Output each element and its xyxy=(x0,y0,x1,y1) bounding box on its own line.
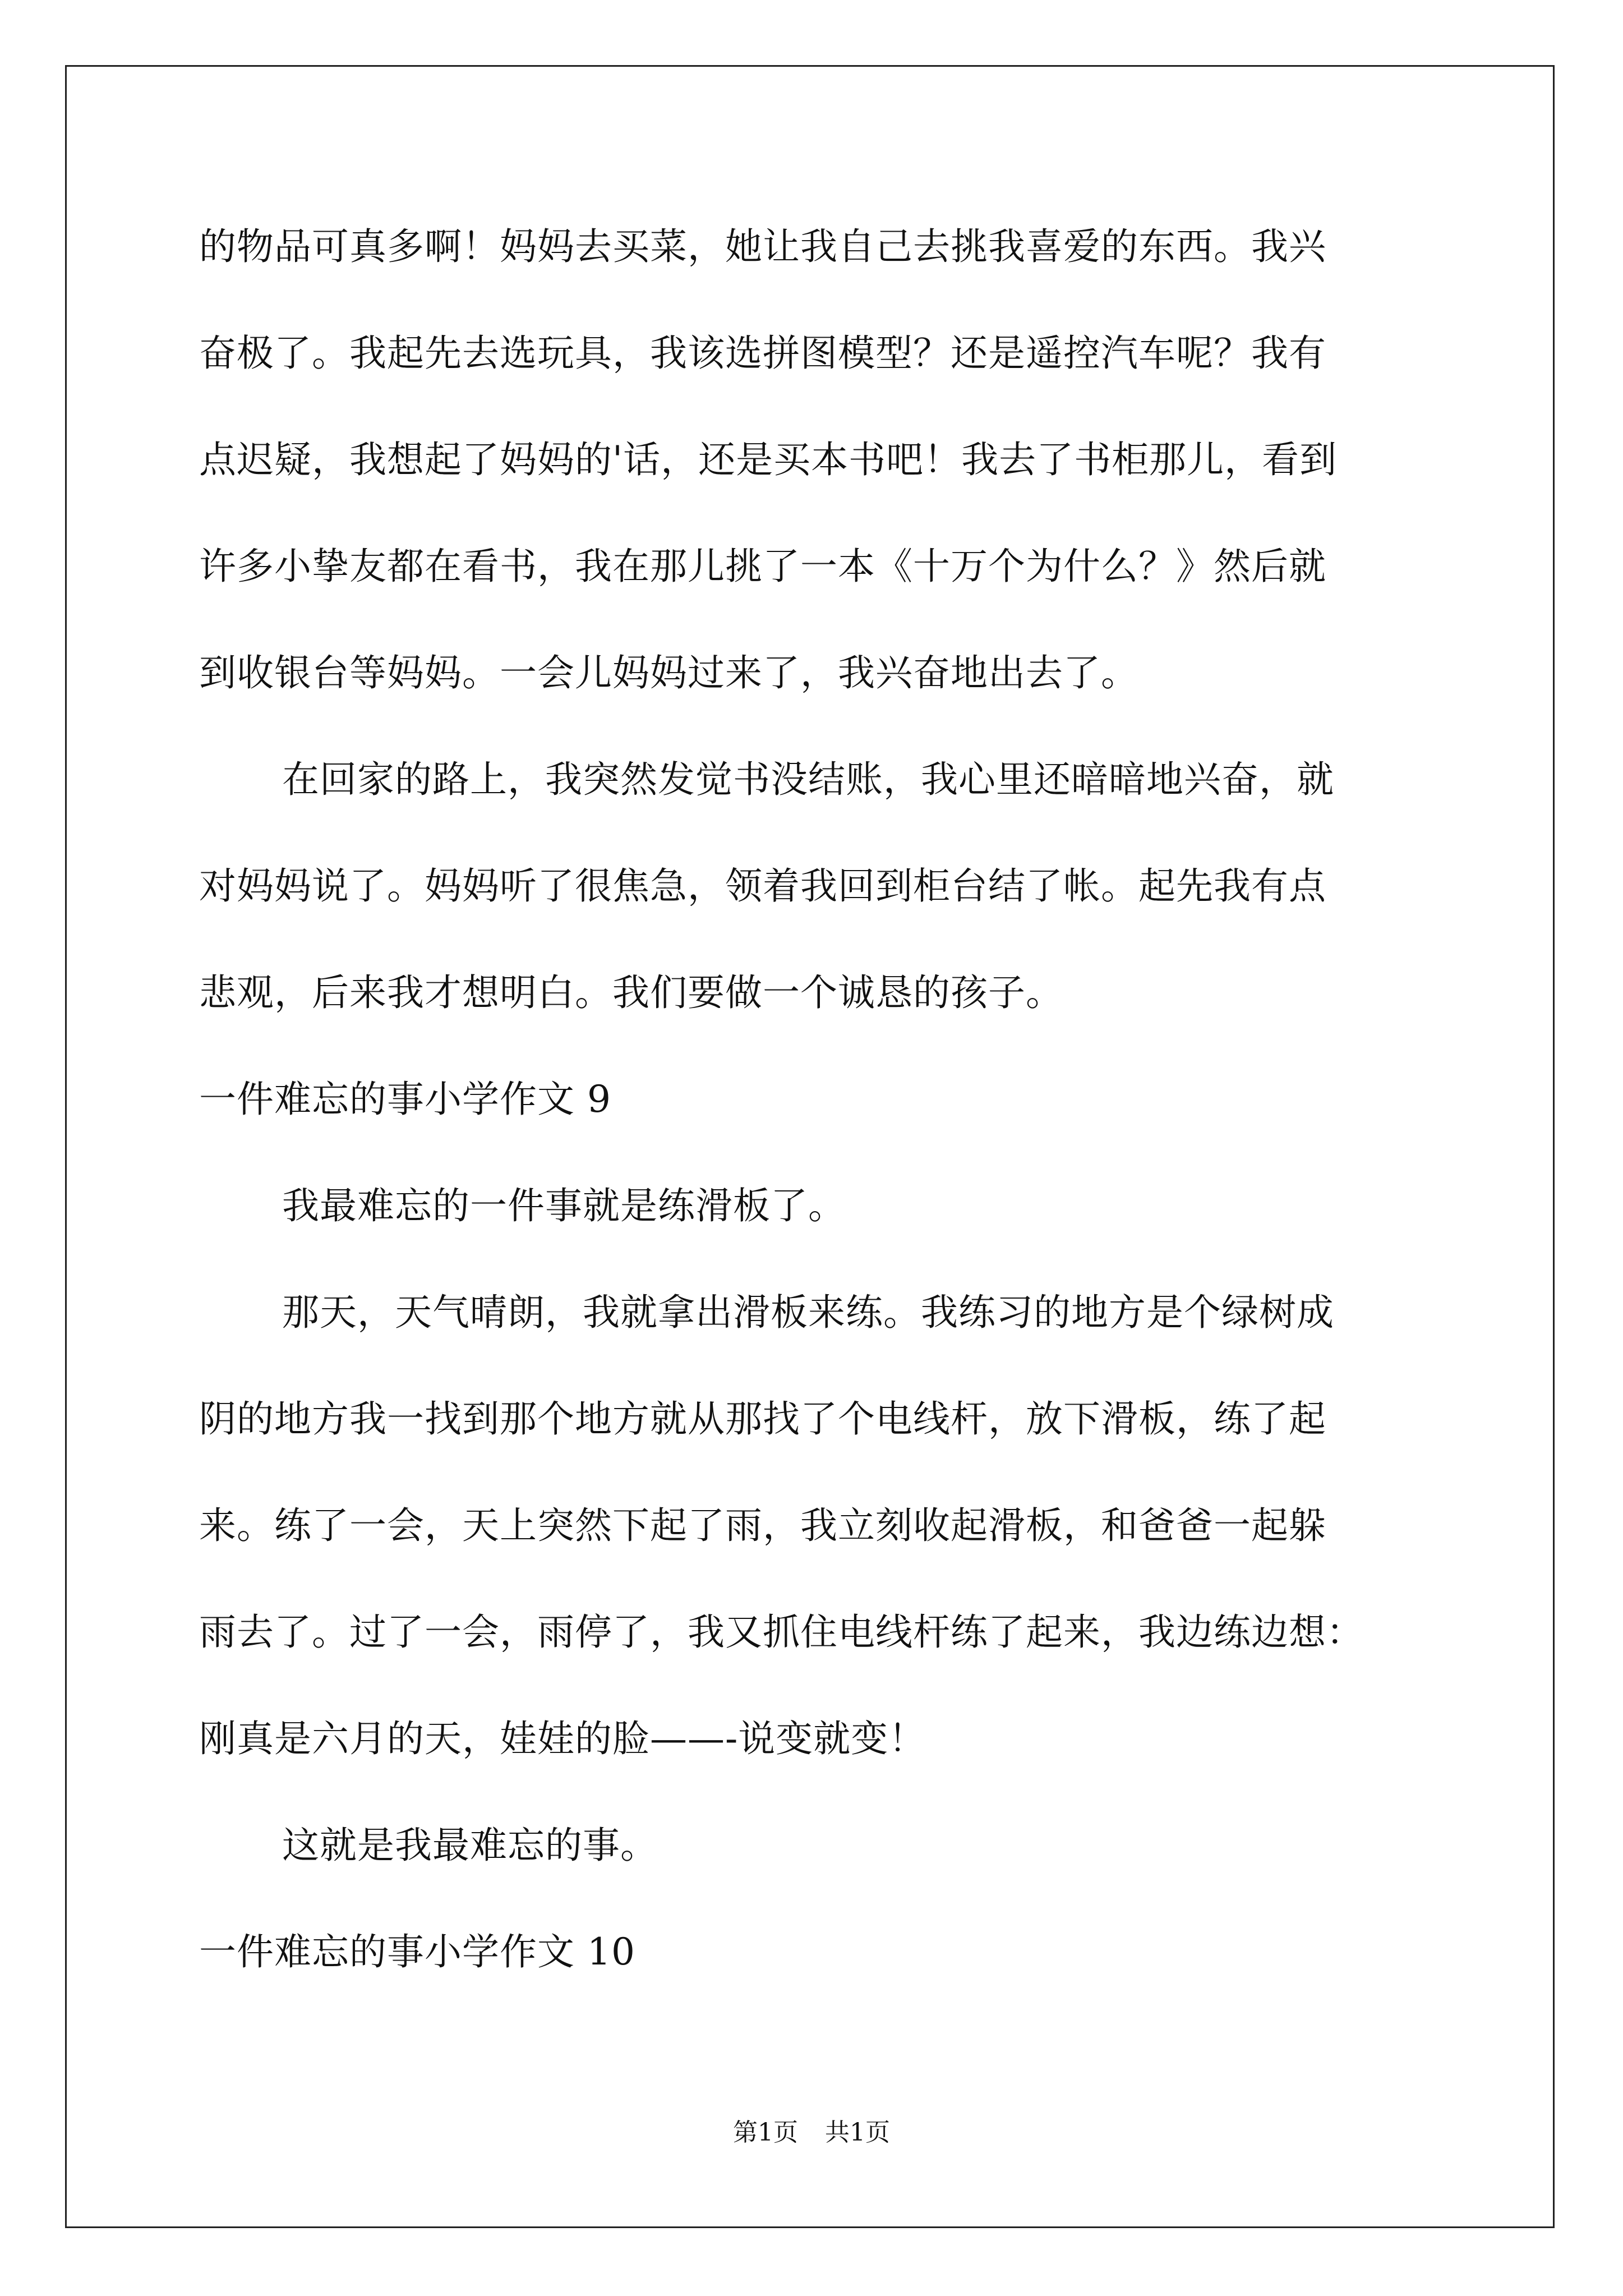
text-line: 刚真是六月的天，娃娃的脸——-说变就变！ xyxy=(199,1717,926,1760)
text-line: 的物品可真多啊！妈妈去买菜，她让我自己去挑我喜爱的东西。我兴 xyxy=(199,225,1326,268)
page-footer xyxy=(0,2116,1623,2150)
section-heading: 一件难忘的事小学作文 9 xyxy=(199,1078,611,1121)
section-heading: 一件难忘的事小学作文 10 xyxy=(199,1930,635,1973)
text-line: 在回家的路上，我突然发觉书没结账，我心里还暗暗地兴奋，就 xyxy=(282,758,1334,801)
text-line: 对妈妈说了。妈妈听了很焦急，领着我回到柜台结了帐。起先我有点 xyxy=(199,864,1326,908)
text-line: 点迟疑，我想起了妈妈的'话，还是买本书吧！我去了书柜那儿，看到 xyxy=(199,438,1338,481)
text-line: 奋极了。我起先去选玩具，我该选拼图模型？还是遥控汽车呢？我有 xyxy=(199,332,1326,375)
text-line: 来。练了一会，天上突然下起了雨，我立刻收起滑板，和爸爸一起躲 xyxy=(199,1504,1326,1547)
page-number-total: 共1页 xyxy=(825,2118,890,2147)
page-border xyxy=(65,65,1555,2228)
text-line: 阴的地方我一找到那个地方就从那找了个电线杆，放下滑板，练了起 xyxy=(199,1397,1326,1441)
page-number-current: 第1页 xyxy=(733,2118,798,2147)
text-line: 那天，天气晴朗，我就拿出滑板来练。我练习的地方是个绿树成 xyxy=(282,1291,1334,1334)
text-line: 悲观，后来我才想明白。我们要做一个诚恳的孩子。 xyxy=(199,971,1063,1014)
text-line: 我最难忘的一件事就是练滑板了。 xyxy=(282,1184,846,1227)
text-line: 许多小挚友都在看书，我在那儿挑了一本《十万个为什么？》然后就 xyxy=(199,545,1326,588)
text-line: 雨去了。过了一会，雨停了，我又抓住电线杆练了起来，我边练边想： xyxy=(199,1611,1364,1654)
text-line: 这就是我最难忘的事。 xyxy=(282,1824,658,1867)
text-line: 到收银台等妈妈。一会儿妈妈过来了，我兴奋地出去了。 xyxy=(199,651,1138,694)
